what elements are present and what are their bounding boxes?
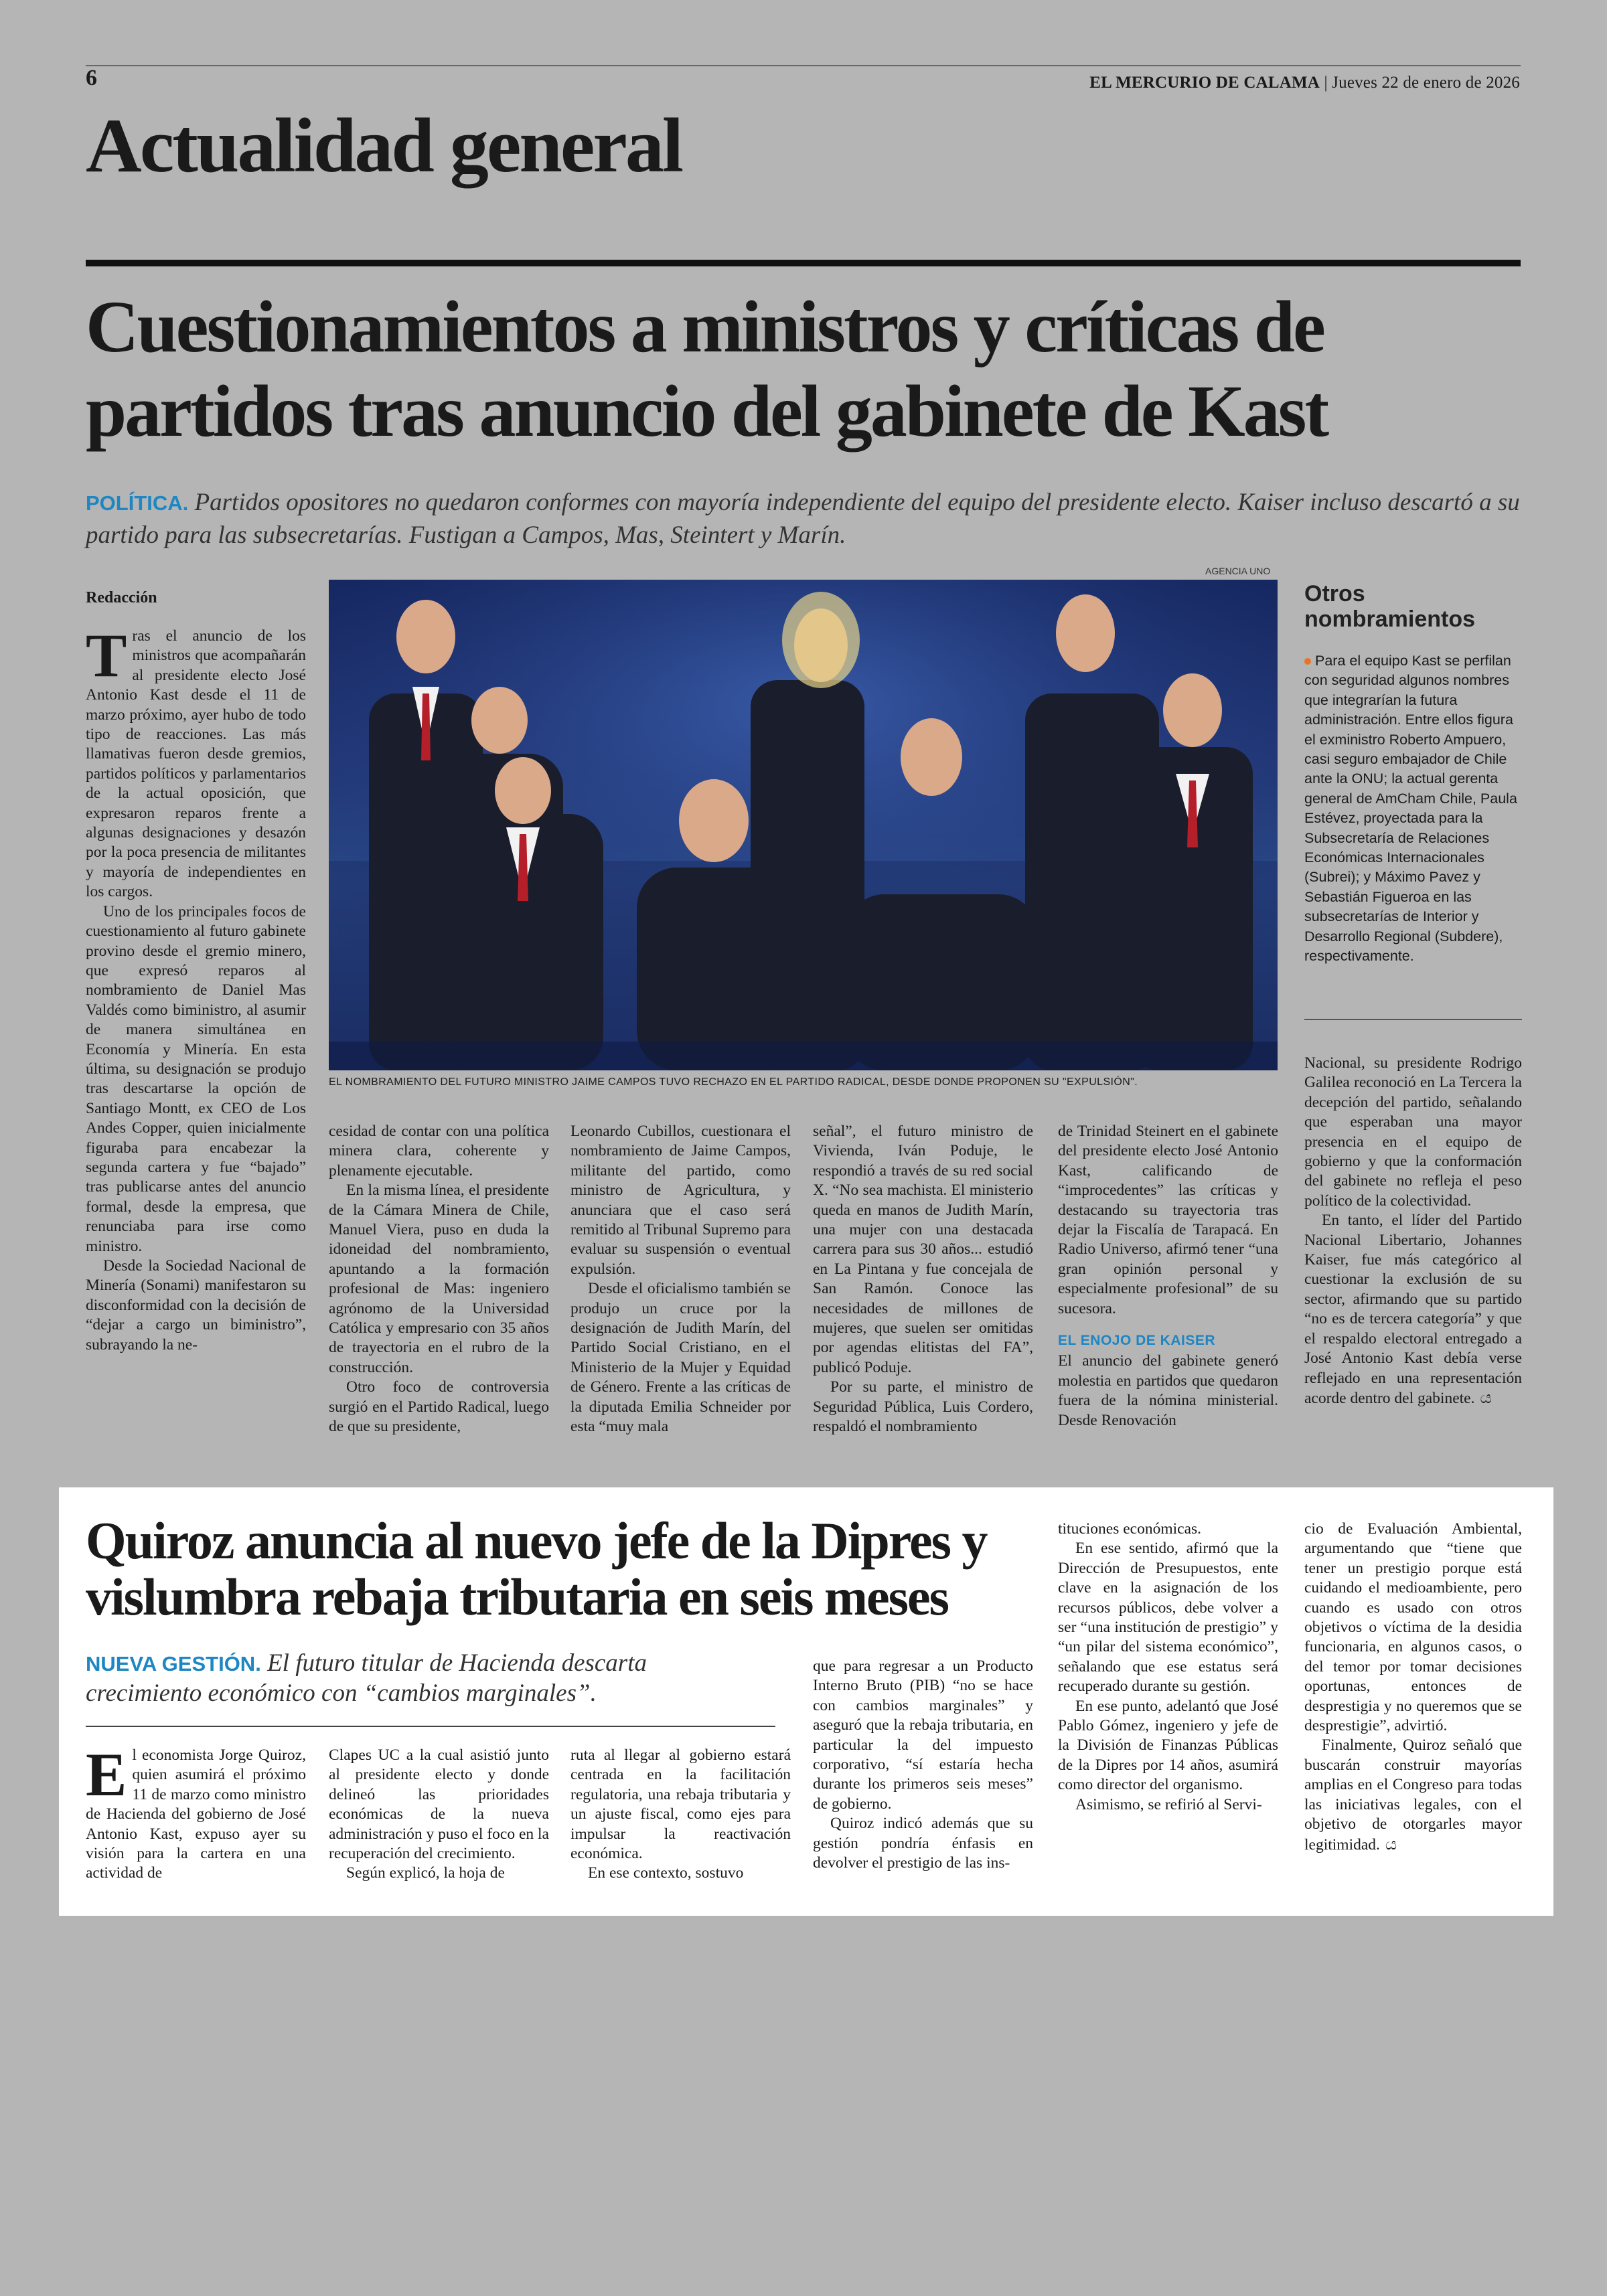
sidebar-body (1304, 651, 1522, 967)
subhead: EL ENOJO DE KAISER (1058, 1333, 1215, 1349)
paragraph: cio de Evaluación Ambiental, argumentando que “tiene que tener un prestigio porque está cuidando el medioambiente, pero cuando es usado con otros objetivos o víctima de la desidia funcionaria, en algunos casos, o del temor por tomar decisiones oportunas, entonces de desprestigia y no queremos que se desprestigie”, advirtió. (1304, 1520, 1522, 1735)
photo-credit: AGENCIA UNO (1205, 566, 1271, 576)
paragraph: El anuncio del gabinete generó molestia en partidos que quedaron fuera de la nómina ministerial. Desde Renovación (1058, 1352, 1278, 1429)
paragraph: Nacional, su presidente Rodrigo Galilea reconoció en La Tercera la decepción del partido, señalando que esperaban una mayor presencia en el equipo de gobierno y que la conformación del gabinete no refleja el peso político de la colectividad. (1304, 1054, 1522, 1210)
paragraph (1304, 1211, 1522, 1408)
end-mark-icon: ය (1385, 1834, 1397, 1854)
paragraph: de Trinidad Steinert en el gabinete del presidente electo José Antonio Kast, calificando de “improcedentes” las críticas y destacando su trayectoria tras dejar la Fiscalía de Tarapacá. En Radio Universo, afirmó tener “una gran opinión personal y especialmente profesional” de su sucesora. (1058, 1123, 1278, 1317)
article1-column-3 (570, 1122, 791, 1437)
article1-column-5 (1058, 1122, 1278, 1430)
article2-deck-text: El futuro titular de Hacienda descarta crecimiento económico con “cambios marginales”. (86, 1649, 647, 1707)
paragraph: tituciones económicas. (1058, 1520, 1202, 1538)
paragraph: señal”, el futuro ministro de Vivienda, Iván Poduje, le respondió a través de su red social X. “No sea machista. El ministerio queda en manos de Judith Marín, una mujer con una destacada carrera para sus 30 años... estudió en La Pintana y fue concejala de San Ramón. Conoce las necesidades de millones de mujeres, que suelen ser omitidas por agendas elitistas del FA”, publicó Poduje. (813, 1123, 1033, 1376)
sidebar-title: Otros nombramientos (1304, 581, 1476, 632)
article2-deck (86, 1649, 755, 1708)
article1-column-1 (86, 621, 306, 1355)
article2-column-2 (329, 1746, 549, 1884)
issue-date: | Jueves 22 de enero de 2026 (1324, 74, 1520, 92)
byline: Redacción (86, 589, 157, 606)
paragraph: Por su parte, el ministro de Seguridad Pública, Luis Cordero, respaldó el nombramiento (813, 1378, 1033, 1436)
article2-column-5 (1058, 1520, 1278, 1815)
paragraph: En ese contexto, sostuvo (588, 1864, 744, 1882)
section-rule (86, 260, 1521, 266)
paragraph: Quiroz indicó además que su gestión pondría énfasis en devolver el prestigio de las ins- (813, 1815, 1033, 1872)
article1-column-6 (1304, 1054, 1522, 1408)
newspaper-name: EL MERCURIO DE CALAMA (1089, 74, 1320, 92)
paragraph-text: Finalmente, Quiroz señaló que buscarán construir mayorías amplias en el Congreso para todas las iniciativas legales, con el objetivo de otorgarles mayor legitimidad. (1304, 1736, 1522, 1854)
paragraph: l economista Jorge Quiroz, quien asumirá el próximo 11 de marzo como ministro de Hacienda del gobierno de José Antonio Kast, expuso ayer su visión para la cartera en una actividad de (86, 1746, 306, 1882)
article2-column-3 (570, 1746, 791, 1884)
page-number: 6 (86, 66, 97, 90)
paragraph: En ese sentido, afirmó que la Dirección de Presupuestos, ente clave en la asignación de los recursos públicos, debe volver a ser “una institución de prestigio” y “un pilar del sistema económico”, señalando que ese estatus será recuperado durante su gestión. (1058, 1540, 1278, 1696)
article1-deck (86, 487, 1525, 552)
masthead (1089, 74, 1520, 92)
article2-kicker: NUEVA GESTIÓN. (86, 1652, 261, 1675)
paragraph: ruta al llegar al gobierno estará centrada en la facilitación regulatoria, una rebaja tributaria y un ajuste fiscal, como ejes para impulsar la reactivación económica. (570, 1746, 791, 1863)
paragraph: cesidad de contar con una política minera clara, coherente y plenamente ejecutable. (329, 1123, 549, 1179)
top-rule (86, 65, 1521, 66)
article1-headline: Cuestionamientos a ministros y críticas de partidos tras anuncio del gabinete de Kast (86, 286, 1328, 452)
article2-column-6 (1304, 1520, 1522, 1855)
paragraph: Leonardo Cubillos, cuestionara el nombramiento de Jaime Campos, militante del partido, como ministro de Agricultura, y anunciara que el caso será remitido al Tribunal Supremo para evaluar su suspensión o eventual expulsión. (570, 1123, 791, 1278)
cabinet-photo (329, 580, 1278, 1070)
bullet-icon (1304, 658, 1311, 665)
article1-deck-text: Partidos opositores no quedaron conformes con mayoría independiente del equipo del presidente electo. Kaiser incluso descartó a su partido para las subsecretarías. Fustigan a Campos, Mas, Steintert y Marín. (86, 489, 1520, 549)
paragraph: Desde el oficialismo también se produjo un cruce por la designación de Judith Marín, del Partido Social Cristiano, en el Ministerio de la Mujer y Equidad de Género. Frente a las críticas de la diputada Emilia Schneider por esta “muy mala (570, 1280, 791, 1436)
paragraph: Asimismo, se refirió al Servi- (1075, 1795, 1262, 1813)
end-mark-icon: ය (1480, 1388, 1492, 1407)
article2-column-4 (813, 1657, 1033, 1873)
article1-column-4 (813, 1122, 1033, 1437)
article2-headline: Quiroz anuncia al nuevo jefe de la Dipres y vislumbra rebaja tributaria en seis meses (86, 1511, 987, 1626)
paragraph: que para regresar a un Producto Interno Bruto (PIB) “no se hace con cambios marginales” y aseguró que la rebaja tributaria, en particular la del impuesto corporativo, “sí estaría hecha durante los primeros seis meses” de gobierno. (813, 1657, 1033, 1813)
paragraph: En la misma línea, el presidente de la Cámara Minera de Chile, Manuel Viera, puso en duda la idoneidad del nombramiento, apuntando a la formación profesional de Mas: ingeniero agrónomo de la Universidad Católica y empresario con 35 años de trayectoria en el rubro de la construcción. (329, 1181, 549, 1376)
article1-kicker: POLÍTICA. (86, 491, 189, 515)
paragraph: Otro foco de controversia surgió en el Partido Radical, luego de que su presidente, (329, 1378, 549, 1436)
paragraph: Uno de los principales focos de cuestionamiento al futuro gabinete provino desde el gremio minero, que expresó reparos al nombramiento de Daniel Mas Valdés como biministro, al asumir de manera simultánea en Economía y Minería. En esta última, su designación se produjo tras descartarse la opción de Santiago Montt, ex CEO de Los Andes Copper, quien inicialmente figuraba para encabezar la segunda cartera y fue “bajado” tras publicarse antes del anuncio formal, desde la empresa, que renunciaba para irse como ministro. (86, 902, 306, 1255)
photo-caption: EL NOMBRAMIENTO DEL FUTURO MINISTRO JAIME CAMPOS TUVO RECHAZO EN EL PARTIDO RADICAL, DESDE DONDE PROPONEN SU "EXPULSIÓN". (329, 1076, 1138, 1088)
paragraph: En ese punto, adelantó que José Pablo Gómez, ingeniero y jefe de la División de Finanzas Públicas de la Dipres por 14 años, asumirá como director del organismo. (1058, 1697, 1278, 1794)
paragraph: Clapes UC a la cual asistió junto al presidente electo y donde delineó las prioridades económicas de la nueva administración y puso el foco en la recuperación del crecimiento. (329, 1746, 549, 1863)
dropcap: E (86, 1740, 127, 1809)
paragraph-text: En tanto, el líder del Partido Nacional Libertario, Johannes Kaiser, fue más categórico al cuestionar la exclusión de su sector, afirmando que su partido “no es de tercera categoría” y que el respaldo electoral entregado a José Antonio Kast debía verse reflejado en una representación acorde dentro del gabinete. (1304, 1212, 1522, 1407)
paragraph: Según explicó, la hoja de (346, 1864, 505, 1882)
sidebar-rule (1304, 1019, 1522, 1020)
paragraph: ras el anuncio de los ministros que acompañarán al presidente electo José Antonio Kast desde el 11 de marzo próximo, ayer hubo de todo tipo de reacciones. Las más llamativas fueron desde gremios, partidos políticos y parlamentarios de la actual oposición, que expresaron reparos frente a algunas designaciones y desazón por la poca presencia de militantes y mayoría de independientes en los cargos. (86, 627, 306, 901)
photo-illustration (329, 580, 1278, 1070)
sidebar-text: Para el equipo Kast se perfilan con seguridad algunos nombres que integrarían la futura administración. Entre ellos figura el exministro Roberto Ampuero, casi seguro embajador de Chile ante la ONU; la actual gerenta general de AmCham Chile, Paula Estévez, proyectada para la Subsecretaría de Relaciones Económicas Internacionales (Subrei); y Máximo Pavez y Sebastián Figueroa en las subsecretarías de Interior y Desarrollo Regional (Subdere), respectivamente. (1304, 653, 1517, 965)
article2-rule (86, 1726, 775, 1727)
paragraph (1304, 1736, 1522, 1854)
article1-column-2 (329, 1122, 549, 1437)
section-title: Actualidad general (86, 103, 682, 189)
dropcap: T (86, 621, 127, 689)
paragraph: Desde la Sociedad Nacional de Minería (Sonami) manifestaron su disconformidad con la decisión de “dejar a cargo un biministro”, subrayando la ne- (86, 1257, 306, 1354)
article2-column-1 (86, 1740, 306, 1884)
